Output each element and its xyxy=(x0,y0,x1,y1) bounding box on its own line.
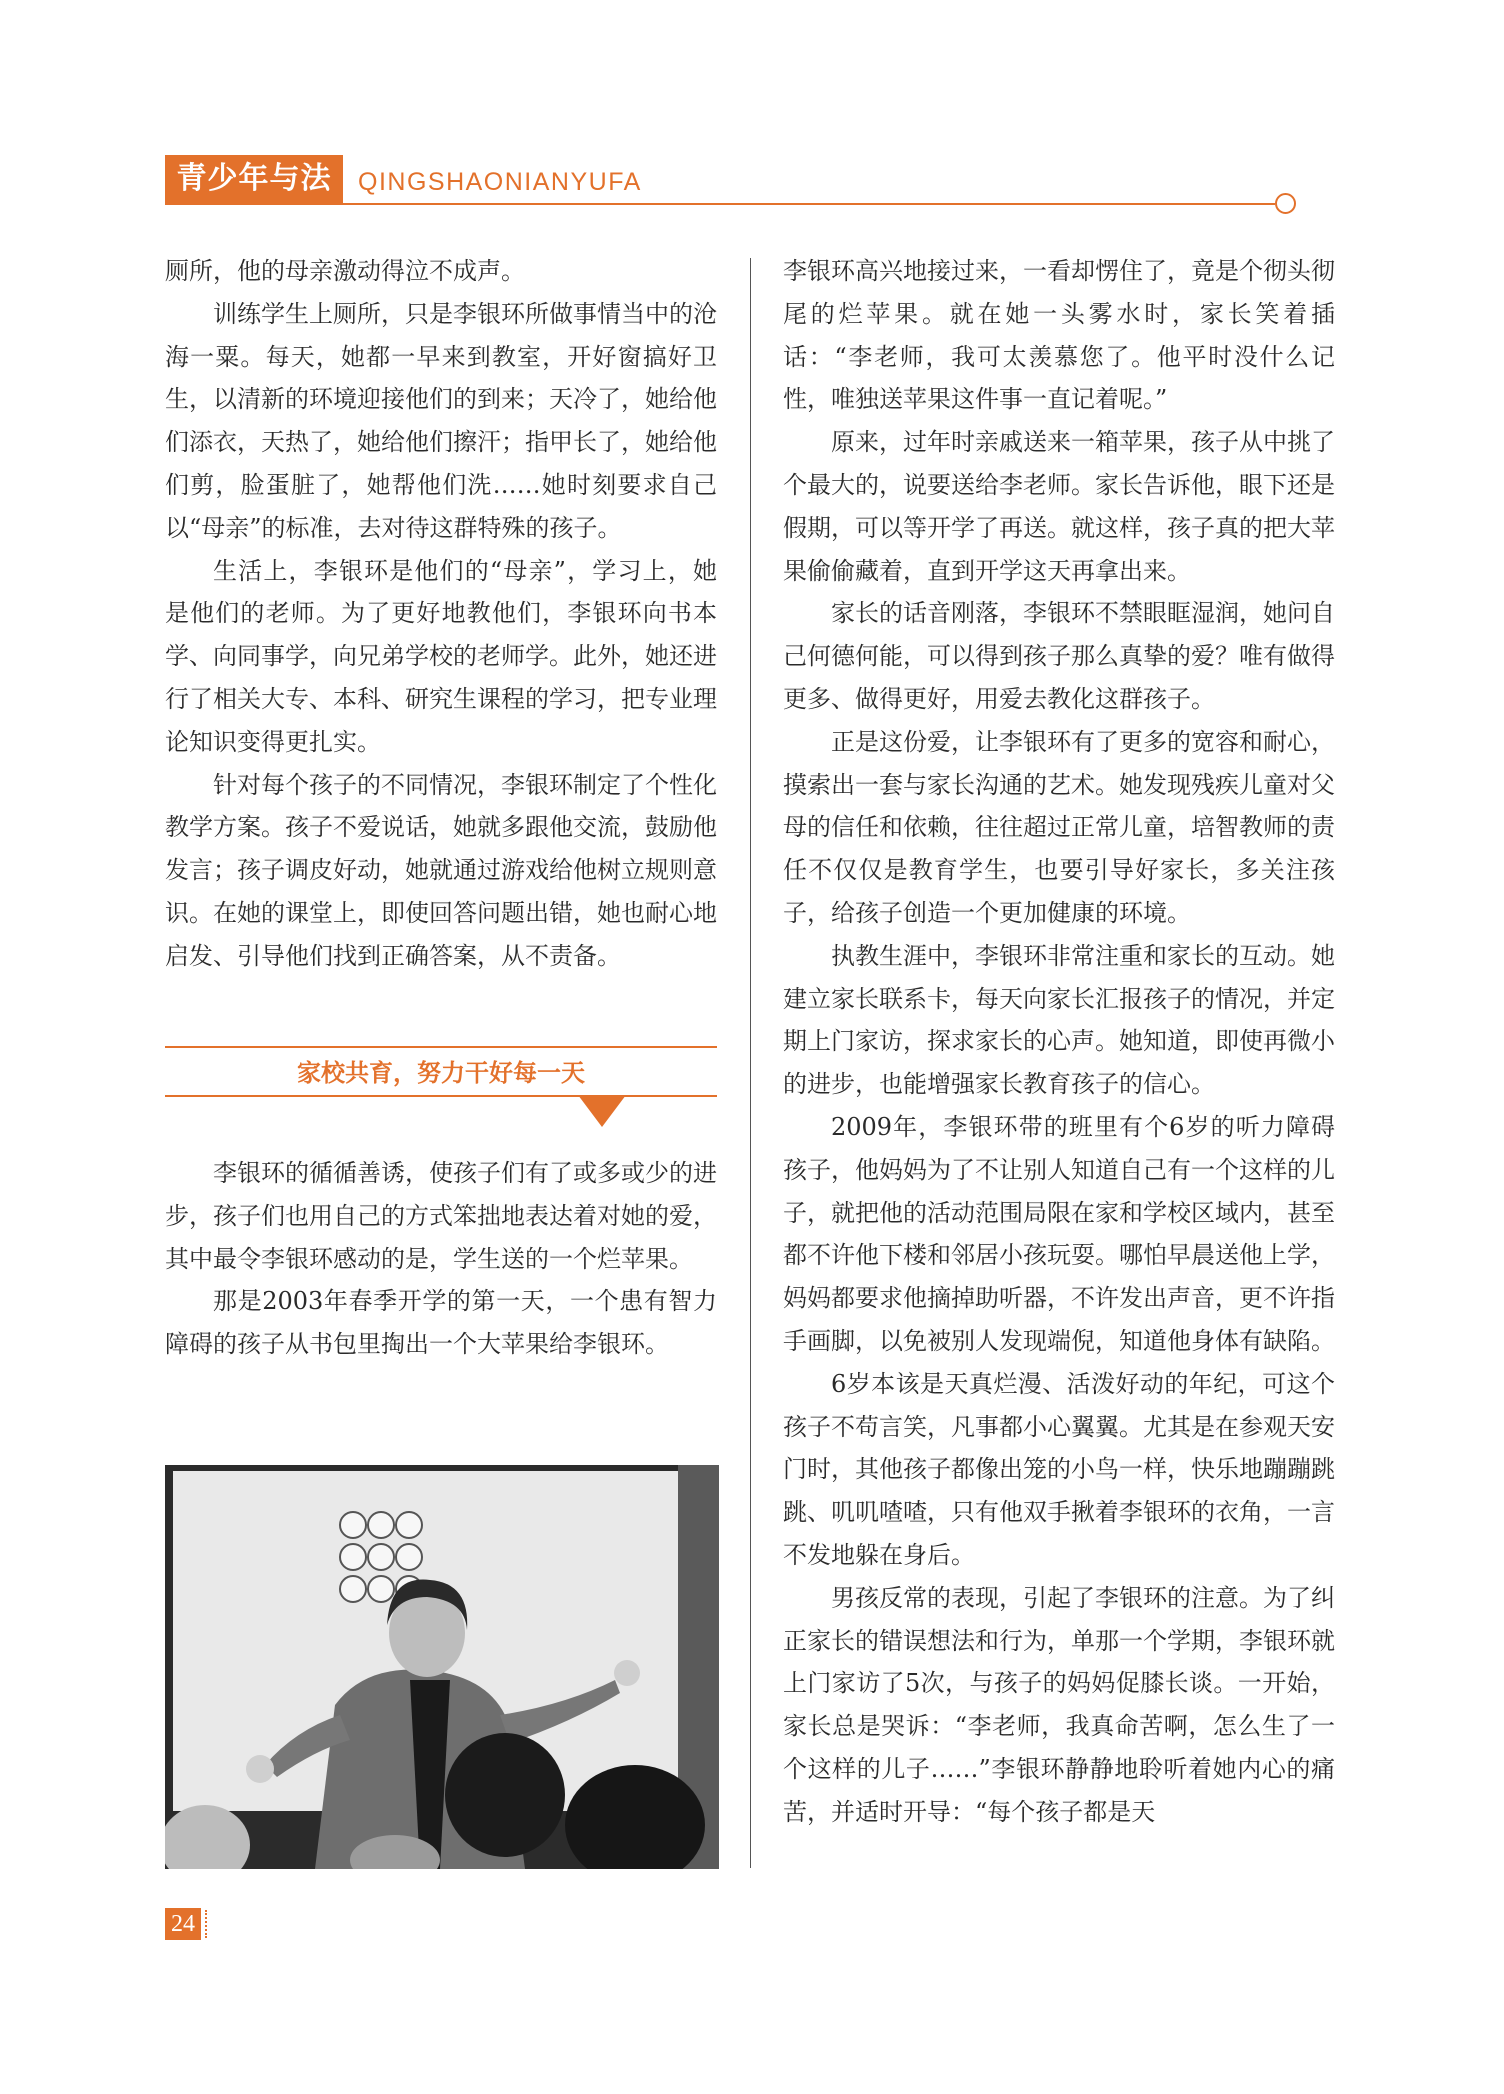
header-rule xyxy=(165,203,1275,205)
right-paragraph-8: 男孩反常的表现，引起了李银环的注意。为了纠正家长的错误想法和行为，单那一个学期，李银环就上门家访了5次，与孩子的妈妈促膝长谈。一开始，家长总是哭诉：“李老师，我真命苦啊，怎么生了一个这样的儿子……”李银环静静地聆听着她内心的痛苦，并适时开导：“每个孩子都是天 xyxy=(783,1583,1335,1826)
right-paragraph-6: 2009年，李银环带的班里有个6岁的听力障碍孩子，他妈妈为了不让别人知道自己有一个这样的儿子，就把他的活动范围局限在家和学校区域内，甚至都不许他下楼和邻居小孩玩耍。哪怕早晨送他上学，妈妈都要求他摘掉助听器，不许发出声音，更不许指手画脚，以免被别人发现端倪，知道他身体有缺陷。 xyxy=(783,1112,1335,1355)
section-heading-triangle-icon xyxy=(578,1095,626,1127)
right-paragraph-7: 6岁本该是天真烂漫、活泼好动的年纪，可这个孩子不苟言笑，凡事都小心翼翼。尤其是在参观天安门时，其他孩子都像出笼的小鸟一样，快乐地蹦蹦跳跳、叽叽喳喳，只有他双手揪着李银环的衣角，一言不发地躲在身后。 xyxy=(783,1369,1335,1569)
page-number: 24 xyxy=(165,1908,201,1940)
right-column xyxy=(783,250,1335,1833)
header-rule-end-circle xyxy=(1275,193,1296,214)
right-paragraph-3: 家长的话音刚落，李银环不禁眼眶湿润，她问自己何德何能，可以得到孩子那么真挚的爱？唯有做得更多、做得更好，用爱去教化这群孩子。 xyxy=(783,599,1335,713)
left-paragraph-1: 厕所，他的母亲激动得泣不成声。 xyxy=(165,257,525,285)
left-column-continued xyxy=(165,1152,717,1366)
left-paragraph-2: 训练学生上厕所，只是李银环所做事情当中的沧海一粟。每天，她都一早来到教室，开好窗搞好卫生，以清新的环境迎接他们的到来；天冷了，她给他们添衣，天热了，她给他们擦汗；指甲长了，她给他们剪，脸蛋脏了，她帮他们洗……她时刻要求自己以“母亲”的标准，去对待这群特殊的孩子。 xyxy=(165,299,717,542)
section-heading-bottom-rule xyxy=(165,1095,717,1097)
section-title-latin: QINGSHAONIANYUFA xyxy=(358,168,642,196)
left-paragraph-3: 生活上，李银环是他们的“母亲”，学习上，她是他们的老师。为了更好地教他们，李银环向书本学、向同事学，向兄弟学校的老师学。此外，她还进行了相关大专、本科、研究生课程的学习，把专业理论知识变得更扎实。 xyxy=(165,556,717,756)
right-paragraph-5: 执教生涯中，李银环非常注重和家长的互动。她建立家长联系卡，每天向家长汇报孩子的情况，并定期上门家访，探求家长的心声。她知道，即使再微小的进步，也能增强家长教育孩子的信心。 xyxy=(783,941,1335,1099)
right-paragraph-4: 正是这份爱，让李银环有了更多的宽容和耐心，摸索出一套与家长沟通的艺术。她发现残疾儿童对父母的信任和依赖，往往超过正常儿童，培智教师的责任不仅仅是教育学生，也要引导好家长，多关注孩子，给孩子创造一个更加健康的环境。 xyxy=(783,727,1335,927)
left-paragraph-6: 那是2003年春季开学的第一天，一个患有智力障碍的孩子从书包里掏出一个大苹果给李银环。 xyxy=(165,1287,717,1359)
right-paragraph-1: 李银环高兴地接过来，一看却愣住了，竟是个彻头彻尾的烂苹果。就在她一头雾水时，家长笑着插话：“李老师，我可太羡慕您了。他平时没什么记性，唯独送苹果这件事一直记着呢。” xyxy=(783,257,1335,414)
page-number-dotted-rule xyxy=(205,1910,213,1938)
section-heading: 家校共育，努力干好每一天 xyxy=(297,1058,585,1087)
left-paragraph-5: 李银环的循循善诱，使孩子们有了或多或少的进步，孩子们也用自己的方式笨拙地表达着对她的爱，其中最令李银环感动的是，学生送的一个烂苹果。 xyxy=(165,1159,717,1273)
column-divider xyxy=(750,258,751,1868)
left-paragraph-4: 针对每个孩子的不同情况，李银环制定了个性化教学方案。孩子不爱说话，她就多跟他交流，鼓励他发言；孩子调皮好动，她就通过游戏给他树立规则意识。在她的课堂上，即使回答问题出错，她也耐心地启发、引导他们找到正确答案，从不责备。 xyxy=(165,770,717,970)
photo-illustration xyxy=(165,1465,719,1869)
section-heading-top-rule xyxy=(165,1046,717,1048)
classroom-photo xyxy=(165,1465,719,1869)
left-column xyxy=(165,250,717,978)
right-paragraph-2: 原来，过年时亲戚送来一箱苹果，孩子从中挑了个最大的，说要送给李老师。家长告诉他，眼下还是假期，可以等开学了再送。就这样，孩子真的把大苹果偷偷藏着，直到开学这天再拿出来。 xyxy=(783,428,1335,585)
section-title-badge: 青少年与法 xyxy=(165,155,343,203)
